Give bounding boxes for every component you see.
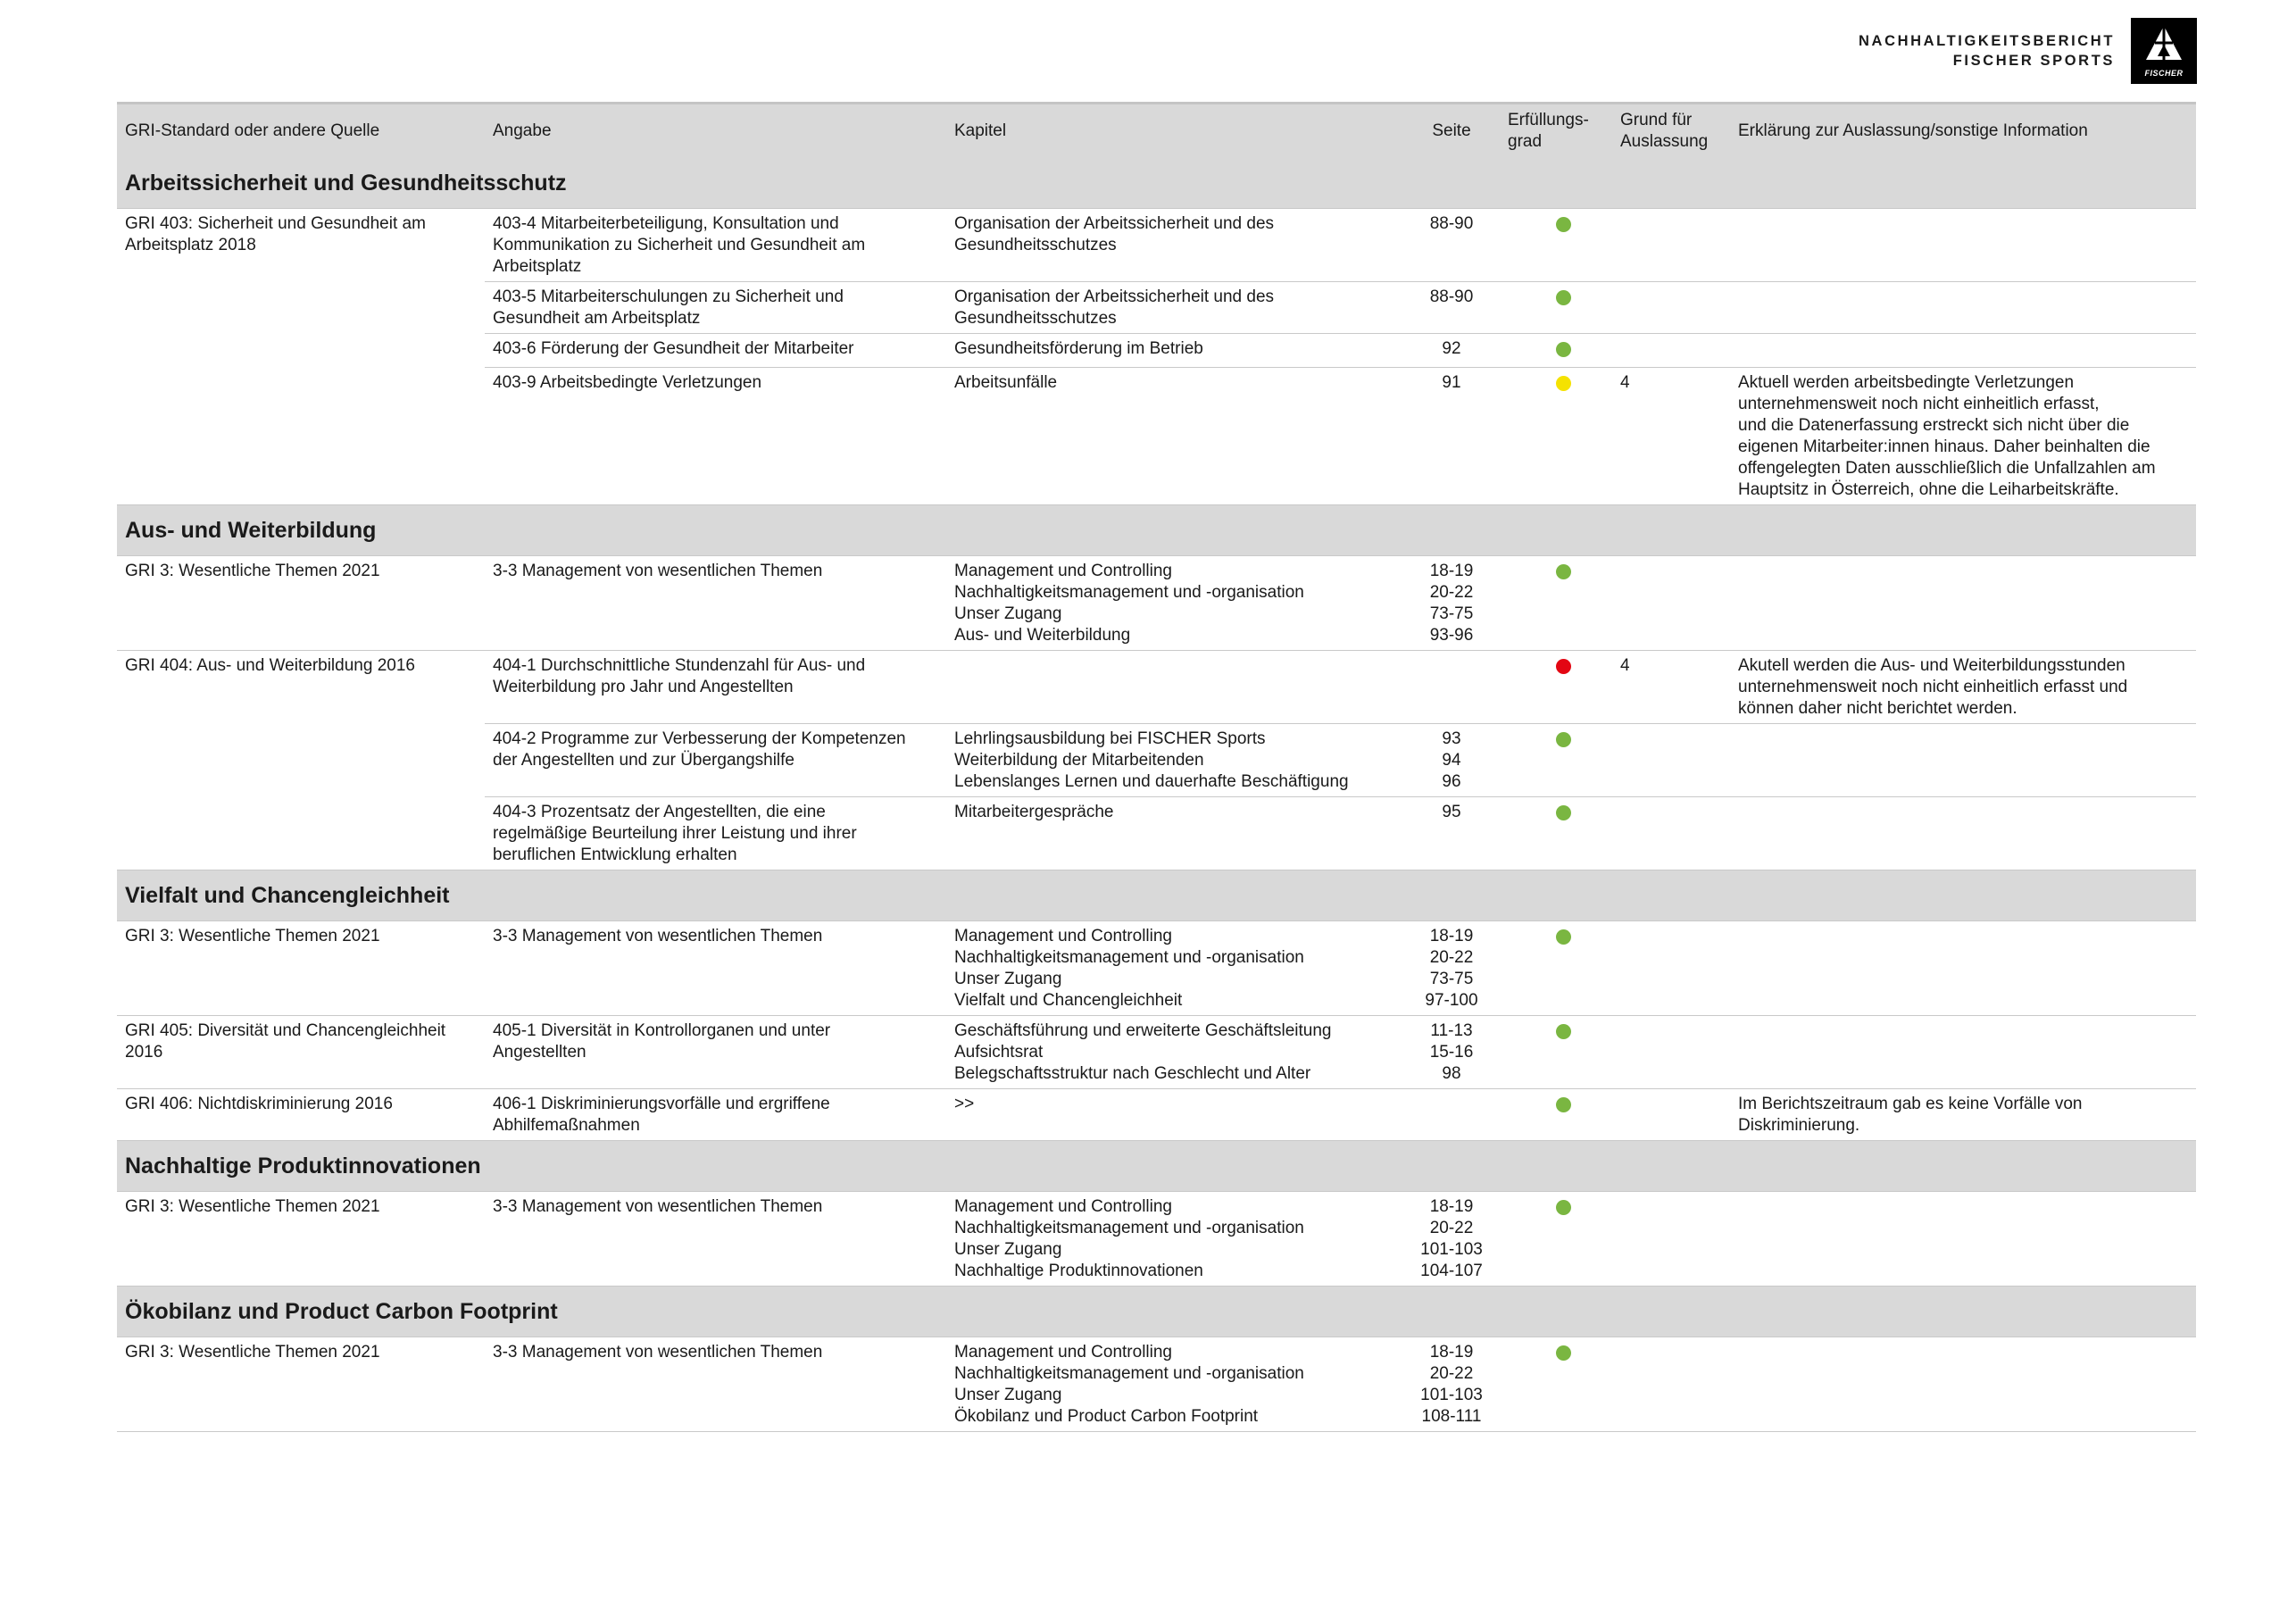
table-body bbox=[117, 158, 2196, 1432]
cell-disclosure: 404-1 Durchschnittliche Stundenzahl für Aus- und Weiterbildung pro Jahr und Angestellten bbox=[485, 651, 946, 724]
cell-standard bbox=[117, 282, 485, 334]
cell-reason bbox=[1612, 921, 1730, 1016]
cell-explanation: Akutell werden die Aus- und Weiterbildungsstunden unternehmensweit noch nicht einheitlich erfasst und können daher nicht berichtet werden. bbox=[1730, 651, 2196, 724]
cell-fulfillment bbox=[1500, 1016, 1612, 1089]
cell-fulfillment bbox=[1500, 334, 1612, 368]
cell-chapter: Management und Controlling Nachhaltigkeitsmanagement und -organisation Unser Zugang Nachhaltige Produktinnovationen bbox=[946, 1192, 1403, 1287]
status-dot-green bbox=[1556, 1345, 1571, 1361]
cell-disclosure: 404-3 Prozentsatz der Angestellten, die eine regelmäßige Beurteilung ihrer Leistung und ihrer beruflichen Entwicklung erhalten bbox=[485, 797, 946, 870]
cell-fulfillment bbox=[1500, 556, 1612, 651]
cell-chapter: Gesundheitsförderung im Betrieb bbox=[946, 334, 1403, 368]
cell-chapter: Management und Controlling Nachhaltigkeitsmanagement und -organisation Unser Zugang Aus- und Weiterbildung bbox=[946, 556, 1403, 651]
cell-disclosure: 404-2 Programme zur Verbesserung der Kompetenzen der Angestellten und zur Übergangshilfe bbox=[485, 724, 946, 797]
cell-reason bbox=[1612, 209, 1730, 282]
cell-standard bbox=[117, 334, 485, 368]
status-dot-green bbox=[1556, 564, 1571, 579]
cell-reason bbox=[1612, 334, 1730, 368]
col-header-explanation: Erklärung zur Auslassung/sonstige Information bbox=[1730, 104, 2196, 159]
cell-explanation bbox=[1730, 797, 2196, 870]
cell-disclosure: 405-1 Diversität in Kontrollorganen und unter Angestellten bbox=[485, 1016, 946, 1089]
section-header-row bbox=[117, 1141, 2196, 1192]
cell-chapter: Mitarbeitergespräche bbox=[946, 797, 1403, 870]
section-header-row bbox=[117, 505, 2196, 556]
cell-reason bbox=[1612, 1337, 1730, 1432]
status-dot-red bbox=[1556, 659, 1571, 674]
cell-fulfillment bbox=[1500, 797, 1612, 870]
section-title: Aus- und Weiterbildung bbox=[117, 505, 2196, 556]
section-title: Vielfalt und Chancengleichheit bbox=[117, 870, 2196, 921]
cell-page bbox=[1403, 651, 1500, 724]
cell-page: 18-19 20-22 101-103 104-107 bbox=[1403, 1192, 1500, 1287]
table-row bbox=[117, 1337, 2196, 1432]
status-dot-green bbox=[1556, 217, 1571, 232]
cell-reason bbox=[1612, 797, 1730, 870]
table-row bbox=[117, 282, 2196, 334]
cell-standard bbox=[117, 724, 485, 797]
cell-explanation bbox=[1730, 1337, 2196, 1432]
cell-fulfillment bbox=[1500, 651, 1612, 724]
cell-disclosure: 3-3 Management von wesentlichen Themen bbox=[485, 1337, 946, 1432]
section-header-row bbox=[117, 158, 2196, 209]
cell-chapter: Management und Controlling Nachhaltigkeitsmanagement und -organisation Unser Zugang Ökobilanz und Product Carbon Footprint bbox=[946, 1337, 1403, 1432]
table-row bbox=[117, 556, 2196, 651]
table-row bbox=[117, 334, 2196, 368]
cell-explanation: Im Berichtszeitraum gab es keine Vorfälle von Diskriminierung. bbox=[1730, 1089, 2196, 1141]
table-row bbox=[117, 368, 2196, 505]
report-title bbox=[1859, 31, 2115, 71]
cell-page: 18-19 20-22 73-75 93-96 bbox=[1403, 556, 1500, 651]
cell-chapter: Organisation der Arbeitssicherheit und des Gesundheitsschutzes bbox=[946, 209, 1403, 282]
status-dot-green bbox=[1556, 290, 1571, 305]
cell-reason: 4 bbox=[1612, 651, 1730, 724]
cell-standard: GRI 3: Wesentliche Themen 2021 bbox=[117, 1337, 485, 1432]
table-row bbox=[117, 797, 2196, 870]
page-header bbox=[1859, 18, 2197, 84]
fischer-logo bbox=[2131, 18, 2197, 84]
cell-standard: GRI 406: Nichtdiskriminierung 2016 bbox=[117, 1089, 485, 1141]
table-row bbox=[117, 1016, 2196, 1089]
cell-page: 91 bbox=[1403, 368, 1500, 505]
section-header-row bbox=[117, 870, 2196, 921]
cell-explanation bbox=[1730, 556, 2196, 651]
cell-page: 18-19 20-22 101-103 108-111 bbox=[1403, 1337, 1500, 1432]
cell-standard: GRI 3: Wesentliche Themen 2021 bbox=[117, 556, 485, 651]
cell-page: 88-90 bbox=[1403, 209, 1500, 282]
status-dot-yellow bbox=[1556, 376, 1571, 391]
cell-chapter: Geschäftsführung und erweiterte Geschäftsleitung Aufsichtsrat Belegschaftsstruktur nach Geschlecht und Alter bbox=[946, 1016, 1403, 1089]
cell-chapter: Management und Controlling Nachhaltigkeitsmanagement und -organisation Unser Zugang Vielfalt und Chancengleichheit bbox=[946, 921, 1403, 1016]
cell-explanation bbox=[1730, 209, 2196, 282]
cell-fulfillment bbox=[1500, 368, 1612, 505]
status-dot-green bbox=[1556, 805, 1571, 820]
cell-reason bbox=[1612, 556, 1730, 651]
report-title-line1: NACHHALTIGKEITSBERICHT bbox=[1859, 33, 2115, 49]
cell-disclosure: 3-3 Management von wesentlichen Themen bbox=[485, 556, 946, 651]
cell-disclosure: 403-9 Arbeitsbedingte Verletzungen bbox=[485, 368, 946, 505]
cell-explanation bbox=[1730, 1192, 2196, 1287]
cell-disclosure: 406-1 Diskriminierungsvorfälle und ergriffene Abhilfemaßnahmen bbox=[485, 1089, 946, 1141]
cell-standard: GRI 403: Sicherheit und Gesundheit am Arbeitsplatz 2018 bbox=[125, 214, 426, 254]
section-title: Ökobilanz und Product Carbon Footprint bbox=[117, 1287, 2196, 1337]
section-title: Nachhaltige Produktinnovationen bbox=[117, 1141, 2196, 1192]
col-header-standard: GRI-Standard oder andere Quelle bbox=[117, 104, 485, 159]
table-header-row bbox=[117, 104, 2196, 159]
table-row bbox=[117, 209, 2196, 282]
cell-page: 95 bbox=[1403, 797, 1500, 870]
col-header-page: Seite bbox=[1403, 104, 1500, 159]
table-row bbox=[117, 724, 2196, 797]
cell-explanation bbox=[1730, 921, 2196, 1016]
report-title-line2: FISCHER SPORTS bbox=[1952, 53, 2115, 69]
cell-reason: 4 bbox=[1612, 368, 1730, 505]
col-header-reason: Grund für Auslassung bbox=[1612, 104, 1730, 159]
gri-index-table bbox=[117, 102, 2196, 1432]
cell-reason bbox=[1612, 282, 1730, 334]
section-title: Arbeitssicherheit und Gesundheitsschutz bbox=[117, 158, 2196, 209]
col-header-disclosure: Angabe bbox=[485, 104, 946, 159]
table-row bbox=[117, 1192, 2196, 1287]
cell-chapter bbox=[946, 651, 1403, 724]
cell-standard: GRI 405: Diversität und Chancengleichheit 2016 bbox=[117, 1016, 485, 1089]
cell-chapter: Lehrlingsausbildung bei FISCHER Sports Weiterbildung der Mitarbeitenden Lebenslanges Lernen und dauerhafte Beschäftigung bbox=[946, 724, 1403, 797]
cell-standard: GRI 3: Wesentliche Themen 2021 bbox=[117, 1192, 485, 1287]
cell-page bbox=[1403, 1089, 1500, 1141]
cell-explanation: Aktuell werden arbeitsbedingte Verletzungen unternehmensweit noch nicht einheitlich erfasst, und die Datenerfassung erstreckt sich nicht über die eigenen Mitarbeiter:innen hinaus. Daher beinhalten die offengelegten Daten ausschließlich die Unfallzahlen am Hauptsitz in Österreich, ohne die Leiharbeitskräfte. bbox=[1730, 368, 2196, 505]
cell-fulfillment bbox=[1500, 1192, 1612, 1287]
section-header-row bbox=[117, 1287, 2196, 1337]
cell-disclosure: 403-4 Mitarbeiterbeteiligung, Konsultation und Kommunikation zu Sicherheit und Gesundheit am Arbeitsplatz bbox=[485, 209, 946, 282]
cell-chapter: Arbeitsunfälle bbox=[946, 368, 1403, 505]
cell-disclosure: 3-3 Management von wesentlichen Themen bbox=[485, 1192, 946, 1287]
cell-explanation bbox=[1730, 282, 2196, 334]
cell-fulfillment bbox=[1500, 1089, 1612, 1141]
cell-explanation bbox=[1730, 1016, 2196, 1089]
cell-reason bbox=[1612, 1089, 1730, 1141]
table-row bbox=[117, 921, 2196, 1016]
status-dot-green bbox=[1556, 1024, 1571, 1039]
cell-explanation bbox=[1730, 334, 2196, 368]
cell-page: 88-90 bbox=[1403, 282, 1500, 334]
status-dot-green bbox=[1556, 1200, 1571, 1215]
cell-reason bbox=[1612, 1016, 1730, 1089]
cell-page: 92 bbox=[1403, 334, 1500, 368]
cell-page: 18-19 20-22 73-75 97-100 bbox=[1403, 921, 1500, 1016]
cell-page: 93 94 96 bbox=[1403, 724, 1500, 797]
cell-disclosure: 3-3 Management von wesentlichen Themen bbox=[485, 921, 946, 1016]
cell-explanation bbox=[1730, 724, 2196, 797]
status-dot-green bbox=[1556, 342, 1571, 357]
cell-standard bbox=[117, 368, 485, 505]
table-row bbox=[117, 651, 2196, 724]
cell-standard: GRI 404: Aus- und Weiterbildung 2016 bbox=[125, 656, 415, 675]
status-dot-green bbox=[1556, 929, 1571, 945]
col-header-chapter: Kapitel bbox=[946, 104, 1403, 159]
status-dot-green bbox=[1556, 732, 1571, 747]
cell-fulfillment bbox=[1500, 724, 1612, 797]
cell-reason bbox=[1612, 1192, 1730, 1287]
cell-chapter: Organisation der Arbeitssicherheit und des Gesundheitsschutzes bbox=[946, 282, 1403, 334]
cell-disclosure: 403-6 Förderung der Gesundheit der Mitarbeiter bbox=[485, 334, 946, 368]
logo-wordmark: FISCHER bbox=[2144, 69, 2184, 78]
cell-fulfillment bbox=[1500, 209, 1612, 282]
cell-chapter: >> bbox=[946, 1089, 1403, 1141]
cell-fulfillment bbox=[1500, 921, 1612, 1016]
cell-standard bbox=[117, 797, 485, 870]
cell-reason bbox=[1612, 724, 1730, 797]
status-dot-green bbox=[1556, 1097, 1571, 1112]
cell-fulfillment bbox=[1500, 1337, 1612, 1432]
col-header-fulfillment: Erfüllungs- grad bbox=[1500, 104, 1612, 159]
cell-page: 11-13 15-16 98 bbox=[1403, 1016, 1500, 1089]
cell-standard: GRI 3: Wesentliche Themen 2021 bbox=[117, 921, 485, 1016]
table-row bbox=[117, 1089, 2196, 1141]
cell-disclosure: 403-5 Mitarbeiterschulungen zu Sicherheit und Gesundheit am Arbeitsplatz bbox=[485, 282, 946, 334]
cell-fulfillment bbox=[1500, 282, 1612, 334]
